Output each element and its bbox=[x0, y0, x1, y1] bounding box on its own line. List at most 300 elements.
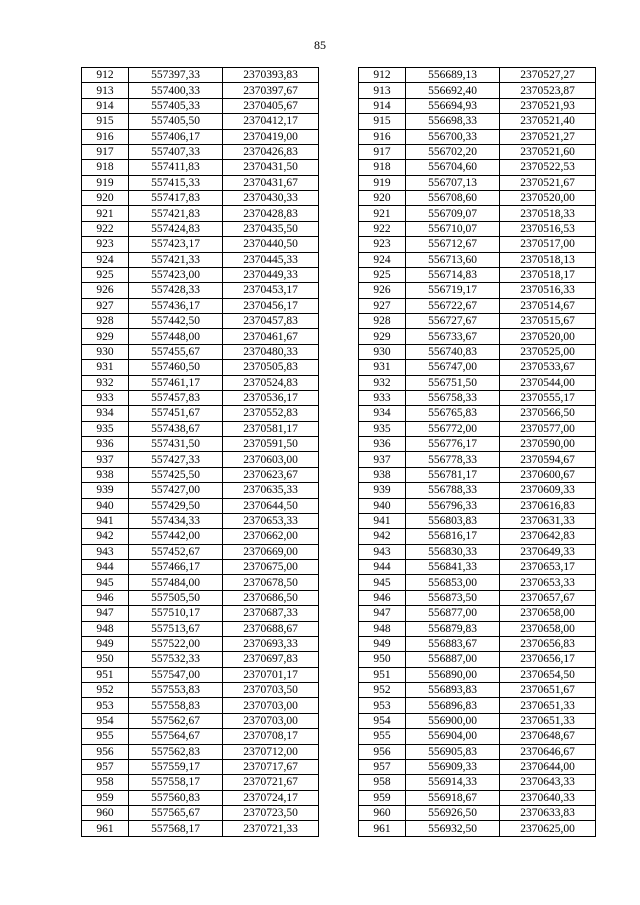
right-x-coordinate-cell: 556803,83 bbox=[406, 513, 500, 528]
right-y-coordinate-cell: 2370516,53 bbox=[500, 221, 596, 236]
column-gap bbox=[319, 129, 359, 144]
left-y-coordinate-cell: 2370669,00 bbox=[223, 544, 319, 559]
right-point-number-cell: 923 bbox=[359, 237, 406, 252]
right-x-coordinate-cell: 556918,67 bbox=[406, 790, 500, 805]
left-x-coordinate-cell: 557558,83 bbox=[129, 698, 223, 713]
table-row bbox=[82, 729, 596, 744]
left-y-coordinate-cell: 2370461,67 bbox=[223, 329, 319, 344]
right-x-coordinate-cell: 556905,83 bbox=[406, 744, 500, 759]
column-gap bbox=[319, 636, 359, 651]
right-point-number-cell: 955 bbox=[359, 729, 406, 744]
left-x-coordinate-cell: 557407,33 bbox=[129, 144, 223, 159]
column-gap bbox=[319, 390, 359, 405]
right-x-coordinate-cell: 556698,33 bbox=[406, 114, 500, 129]
left-x-coordinate-cell: 557553,83 bbox=[129, 683, 223, 698]
table-row bbox=[82, 806, 596, 821]
right-y-coordinate-cell: 2370520,00 bbox=[500, 191, 596, 206]
right-x-coordinate-cell: 556830,33 bbox=[406, 544, 500, 559]
left-point-number-cell: 952 bbox=[82, 683, 129, 698]
left-point-number-cell: 941 bbox=[82, 513, 129, 528]
right-point-number-cell: 960 bbox=[359, 806, 406, 821]
right-x-coordinate-cell: 556904,00 bbox=[406, 729, 500, 744]
right-x-coordinate-cell: 556877,00 bbox=[406, 606, 500, 621]
table-row bbox=[82, 390, 596, 405]
column-gap bbox=[319, 683, 359, 698]
right-x-coordinate-cell: 556890,00 bbox=[406, 667, 500, 682]
left-y-coordinate-cell: 2370701,17 bbox=[223, 667, 319, 682]
left-point-number-cell: 957 bbox=[82, 759, 129, 774]
table-row bbox=[82, 191, 596, 206]
left-y-coordinate-cell: 2370644,50 bbox=[223, 498, 319, 513]
table-row bbox=[82, 575, 596, 590]
left-x-coordinate-cell: 557405,50 bbox=[129, 114, 223, 129]
table-row bbox=[82, 175, 596, 190]
column-gap bbox=[319, 744, 359, 759]
left-point-number-cell: 949 bbox=[82, 636, 129, 651]
left-y-coordinate-cell: 2370397,67 bbox=[223, 83, 319, 98]
table-row bbox=[82, 483, 596, 498]
right-point-number-cell: 947 bbox=[359, 606, 406, 621]
left-point-number-cell: 934 bbox=[82, 406, 129, 421]
table-row bbox=[82, 314, 596, 329]
right-y-coordinate-cell: 2370640,33 bbox=[500, 790, 596, 805]
left-x-coordinate-cell: 557428,33 bbox=[129, 283, 223, 298]
left-x-coordinate-cell: 557411,83 bbox=[129, 160, 223, 175]
left-y-coordinate-cell: 2370480,33 bbox=[223, 344, 319, 359]
right-point-number-cell: 917 bbox=[359, 144, 406, 159]
left-y-coordinate-cell: 2370435,50 bbox=[223, 221, 319, 236]
table-row bbox=[82, 421, 596, 436]
right-y-coordinate-cell: 2370642,83 bbox=[500, 529, 596, 544]
right-x-coordinate-cell: 556909,33 bbox=[406, 759, 500, 774]
left-point-number-cell: 959 bbox=[82, 790, 129, 805]
column-gap bbox=[319, 513, 359, 528]
right-y-coordinate-cell: 2370522,53 bbox=[500, 160, 596, 175]
right-point-number-cell: 925 bbox=[359, 267, 406, 282]
right-y-coordinate-cell: 2370518,13 bbox=[500, 252, 596, 267]
left-y-coordinate-cell: 2370536,17 bbox=[223, 390, 319, 405]
right-x-coordinate-cell: 556841,33 bbox=[406, 560, 500, 575]
left-point-number-cell: 944 bbox=[82, 560, 129, 575]
left-point-number-cell: 928 bbox=[82, 314, 129, 329]
column-gap bbox=[319, 606, 359, 621]
left-y-coordinate-cell: 2370717,67 bbox=[223, 759, 319, 774]
left-x-coordinate-cell: 557452,67 bbox=[129, 544, 223, 559]
left-point-number-cell: 951 bbox=[82, 667, 129, 682]
right-y-coordinate-cell: 2370515,67 bbox=[500, 314, 596, 329]
column-gap bbox=[319, 283, 359, 298]
right-x-coordinate-cell: 556900,00 bbox=[406, 713, 500, 728]
right-x-coordinate-cell: 556796,33 bbox=[406, 498, 500, 513]
right-y-coordinate-cell: 2370651,67 bbox=[500, 683, 596, 698]
right-y-coordinate-cell: 2370651,33 bbox=[500, 698, 596, 713]
right-y-coordinate-cell: 2370521,40 bbox=[500, 114, 596, 129]
column-gap bbox=[319, 590, 359, 605]
left-point-number-cell: 926 bbox=[82, 283, 129, 298]
left-x-coordinate-cell: 557427,33 bbox=[129, 452, 223, 467]
left-y-coordinate-cell: 2370456,17 bbox=[223, 298, 319, 313]
right-point-number-cell: 961 bbox=[359, 821, 406, 837]
left-point-number-cell: 943 bbox=[82, 544, 129, 559]
left-x-coordinate-cell: 557406,17 bbox=[129, 129, 223, 144]
left-point-number-cell: 920 bbox=[82, 191, 129, 206]
table-row bbox=[82, 114, 596, 129]
right-x-coordinate-cell: 556714,83 bbox=[406, 267, 500, 282]
column-gap bbox=[319, 713, 359, 728]
right-point-number-cell: 916 bbox=[359, 129, 406, 144]
column-gap bbox=[319, 667, 359, 682]
right-point-number-cell: 950 bbox=[359, 652, 406, 667]
table-row bbox=[82, 406, 596, 421]
left-y-coordinate-cell: 2370653,33 bbox=[223, 513, 319, 528]
right-y-coordinate-cell: 2370594,67 bbox=[500, 452, 596, 467]
left-point-number-cell: 961 bbox=[82, 821, 129, 837]
left-x-coordinate-cell: 557423,00 bbox=[129, 267, 223, 282]
right-y-coordinate-cell: 2370514,67 bbox=[500, 298, 596, 313]
left-y-coordinate-cell: 2370405,67 bbox=[223, 98, 319, 113]
left-x-coordinate-cell: 557560,83 bbox=[129, 790, 223, 805]
right-x-coordinate-cell: 556772,00 bbox=[406, 421, 500, 436]
right-x-coordinate-cell: 556914,33 bbox=[406, 775, 500, 790]
table-row bbox=[82, 437, 596, 452]
right-y-coordinate-cell: 2370644,00 bbox=[500, 759, 596, 774]
left-point-number-cell: 931 bbox=[82, 360, 129, 375]
left-y-coordinate-cell: 2370524,83 bbox=[223, 375, 319, 390]
right-point-number-cell: 920 bbox=[359, 191, 406, 206]
right-point-number-cell: 926 bbox=[359, 283, 406, 298]
right-y-coordinate-cell: 2370643,33 bbox=[500, 775, 596, 790]
right-x-coordinate-cell: 556710,07 bbox=[406, 221, 500, 236]
right-x-coordinate-cell: 556713,60 bbox=[406, 252, 500, 267]
right-y-coordinate-cell: 2370527,27 bbox=[500, 68, 596, 83]
left-point-number-cell: 921 bbox=[82, 206, 129, 221]
right-point-number-cell: 915 bbox=[359, 114, 406, 129]
right-point-number-cell: 930 bbox=[359, 344, 406, 359]
left-x-coordinate-cell: 557460,50 bbox=[129, 360, 223, 375]
right-y-coordinate-cell: 2370518,17 bbox=[500, 267, 596, 282]
right-point-number-cell: 936 bbox=[359, 437, 406, 452]
left-point-number-cell: 922 bbox=[82, 221, 129, 236]
left-y-coordinate-cell: 2370581,17 bbox=[223, 421, 319, 436]
table-row bbox=[82, 636, 596, 651]
left-y-coordinate-cell: 2370724,17 bbox=[223, 790, 319, 805]
column-gap bbox=[319, 114, 359, 129]
right-point-number-cell: 957 bbox=[359, 759, 406, 774]
left-x-coordinate-cell: 557558,17 bbox=[129, 775, 223, 790]
right-y-coordinate-cell: 2370590,00 bbox=[500, 437, 596, 452]
right-point-number-cell: 939 bbox=[359, 483, 406, 498]
right-x-coordinate-cell: 556758,33 bbox=[406, 390, 500, 405]
right-point-number-cell: 933 bbox=[359, 390, 406, 405]
left-point-number-cell: 915 bbox=[82, 114, 129, 129]
right-y-coordinate-cell: 2370658,00 bbox=[500, 621, 596, 636]
column-gap bbox=[319, 560, 359, 575]
table-row bbox=[82, 237, 596, 252]
column-gap bbox=[319, 175, 359, 190]
left-x-coordinate-cell: 557461,17 bbox=[129, 375, 223, 390]
right-y-coordinate-cell: 2370633,83 bbox=[500, 806, 596, 821]
left-x-coordinate-cell: 557451,67 bbox=[129, 406, 223, 421]
left-x-coordinate-cell: 557421,83 bbox=[129, 206, 223, 221]
left-point-number-cell: 946 bbox=[82, 590, 129, 605]
right-point-number-cell: 929 bbox=[359, 329, 406, 344]
right-point-number-cell: 943 bbox=[359, 544, 406, 559]
table-row bbox=[82, 667, 596, 682]
left-point-number-cell: 939 bbox=[82, 483, 129, 498]
column-gap bbox=[319, 806, 359, 821]
left-x-coordinate-cell: 557562,83 bbox=[129, 744, 223, 759]
right-y-coordinate-cell: 2370658,00 bbox=[500, 606, 596, 621]
column-gap bbox=[319, 68, 359, 83]
left-point-number-cell: 918 bbox=[82, 160, 129, 175]
right-point-number-cell: 948 bbox=[359, 621, 406, 636]
table-row bbox=[82, 698, 596, 713]
right-x-coordinate-cell: 556751,50 bbox=[406, 375, 500, 390]
column-gap bbox=[319, 344, 359, 359]
right-y-coordinate-cell: 2370600,67 bbox=[500, 467, 596, 482]
left-x-coordinate-cell: 557455,67 bbox=[129, 344, 223, 359]
right-point-number-cell: 928 bbox=[359, 314, 406, 329]
table-row bbox=[82, 759, 596, 774]
left-x-coordinate-cell: 557559,17 bbox=[129, 759, 223, 774]
left-point-number-cell: 929 bbox=[82, 329, 129, 344]
column-gap bbox=[319, 98, 359, 113]
right-point-number-cell: 937 bbox=[359, 452, 406, 467]
left-point-number-cell: 955 bbox=[82, 729, 129, 744]
left-y-coordinate-cell: 2370431,50 bbox=[223, 160, 319, 175]
left-y-coordinate-cell: 2370678,50 bbox=[223, 575, 319, 590]
right-y-coordinate-cell: 2370517,00 bbox=[500, 237, 596, 252]
right-x-coordinate-cell: 556733,67 bbox=[406, 329, 500, 344]
right-y-coordinate-cell: 2370656,17 bbox=[500, 652, 596, 667]
column-gap bbox=[319, 267, 359, 282]
right-x-coordinate-cell: 556879,83 bbox=[406, 621, 500, 636]
left-x-coordinate-cell: 557568,17 bbox=[129, 821, 223, 837]
right-y-coordinate-cell: 2370516,33 bbox=[500, 283, 596, 298]
right-point-number-cell: 922 bbox=[359, 221, 406, 236]
left-x-coordinate-cell: 557427,00 bbox=[129, 483, 223, 498]
column-gap bbox=[319, 237, 359, 252]
left-y-coordinate-cell: 2370721,33 bbox=[223, 821, 319, 837]
right-point-number-cell: 946 bbox=[359, 590, 406, 605]
table-row bbox=[82, 129, 596, 144]
left-y-coordinate-cell: 2370708,17 bbox=[223, 729, 319, 744]
right-point-number-cell: 944 bbox=[359, 560, 406, 575]
left-x-coordinate-cell: 557513,67 bbox=[129, 621, 223, 636]
left-point-number-cell: 953 bbox=[82, 698, 129, 713]
table-row bbox=[82, 344, 596, 359]
right-point-number-cell: 919 bbox=[359, 175, 406, 190]
right-point-number-cell: 953 bbox=[359, 698, 406, 713]
right-y-coordinate-cell: 2370521,60 bbox=[500, 144, 596, 159]
left-y-coordinate-cell: 2370426,83 bbox=[223, 144, 319, 159]
right-point-number-cell: 954 bbox=[359, 713, 406, 728]
right-y-coordinate-cell: 2370646,67 bbox=[500, 744, 596, 759]
column-gap bbox=[319, 421, 359, 436]
column-gap bbox=[319, 729, 359, 744]
left-point-number-cell: 948 bbox=[82, 621, 129, 636]
left-y-coordinate-cell: 2370428,83 bbox=[223, 206, 319, 221]
table-row bbox=[82, 529, 596, 544]
left-y-coordinate-cell: 2370662,00 bbox=[223, 529, 319, 544]
column-gap bbox=[319, 575, 359, 590]
table-row bbox=[82, 375, 596, 390]
right-point-number-cell: 956 bbox=[359, 744, 406, 759]
left-point-number-cell: 916 bbox=[82, 129, 129, 144]
left-point-number-cell: 938 bbox=[82, 467, 129, 482]
left-y-coordinate-cell: 2370419,00 bbox=[223, 129, 319, 144]
right-x-coordinate-cell: 556765,83 bbox=[406, 406, 500, 421]
column-gap bbox=[319, 329, 359, 344]
right-y-coordinate-cell: 2370566,50 bbox=[500, 406, 596, 421]
right-point-number-cell: 941 bbox=[359, 513, 406, 528]
right-y-coordinate-cell: 2370521,27 bbox=[500, 129, 596, 144]
right-y-coordinate-cell: 2370653,17 bbox=[500, 560, 596, 575]
right-x-coordinate-cell: 556694,93 bbox=[406, 98, 500, 113]
left-point-number-cell: 935 bbox=[82, 421, 129, 436]
right-x-coordinate-cell: 556883,67 bbox=[406, 636, 500, 651]
left-x-coordinate-cell: 557510,17 bbox=[129, 606, 223, 621]
left-x-coordinate-cell: 557431,50 bbox=[129, 437, 223, 452]
right-y-coordinate-cell: 2370631,33 bbox=[500, 513, 596, 528]
right-x-coordinate-cell: 556712,67 bbox=[406, 237, 500, 252]
left-y-coordinate-cell: 2370445,33 bbox=[223, 252, 319, 267]
right-point-number-cell: 942 bbox=[359, 529, 406, 544]
column-gap bbox=[319, 544, 359, 559]
column-gap bbox=[319, 498, 359, 513]
right-y-coordinate-cell: 2370651,33 bbox=[500, 713, 596, 728]
column-gap bbox=[319, 298, 359, 313]
right-x-coordinate-cell: 556816,17 bbox=[406, 529, 500, 544]
column-gap bbox=[319, 790, 359, 805]
left-y-coordinate-cell: 2370686,50 bbox=[223, 590, 319, 605]
left-x-coordinate-cell: 557547,00 bbox=[129, 667, 223, 682]
column-gap bbox=[319, 652, 359, 667]
left-point-number-cell: 950 bbox=[82, 652, 129, 667]
right-x-coordinate-cell: 556926,50 bbox=[406, 806, 500, 821]
table-row bbox=[82, 652, 596, 667]
table-row bbox=[82, 683, 596, 698]
right-y-coordinate-cell: 2370523,87 bbox=[500, 83, 596, 98]
left-point-number-cell: 932 bbox=[82, 375, 129, 390]
table-row bbox=[82, 452, 596, 467]
coordinates-table bbox=[81, 67, 596, 837]
table-row bbox=[82, 206, 596, 221]
right-x-coordinate-cell: 556778,33 bbox=[406, 452, 500, 467]
right-y-coordinate-cell: 2370577,00 bbox=[500, 421, 596, 436]
column-gap bbox=[319, 406, 359, 421]
left-point-number-cell: 958 bbox=[82, 775, 129, 790]
right-y-coordinate-cell: 2370525,00 bbox=[500, 344, 596, 359]
left-y-coordinate-cell: 2370688,67 bbox=[223, 621, 319, 636]
left-y-coordinate-cell: 2370697,83 bbox=[223, 652, 319, 667]
right-point-number-cell: 938 bbox=[359, 467, 406, 482]
left-y-coordinate-cell: 2370623,67 bbox=[223, 467, 319, 482]
table-row bbox=[82, 221, 596, 236]
left-y-coordinate-cell: 2370453,17 bbox=[223, 283, 319, 298]
right-y-coordinate-cell: 2370657,67 bbox=[500, 590, 596, 605]
left-point-number-cell: 927 bbox=[82, 298, 129, 313]
table-row bbox=[82, 160, 596, 175]
table-row bbox=[82, 283, 596, 298]
left-x-coordinate-cell: 557397,33 bbox=[129, 68, 223, 83]
left-x-coordinate-cell: 557438,67 bbox=[129, 421, 223, 436]
left-point-number-cell: 919 bbox=[82, 175, 129, 190]
left-x-coordinate-cell: 557505,50 bbox=[129, 590, 223, 605]
column-gap bbox=[319, 437, 359, 452]
left-point-number-cell: 914 bbox=[82, 98, 129, 113]
right-x-coordinate-cell: 556781,17 bbox=[406, 467, 500, 482]
right-y-coordinate-cell: 2370521,67 bbox=[500, 175, 596, 190]
right-y-coordinate-cell: 2370609,33 bbox=[500, 483, 596, 498]
right-x-coordinate-cell: 556692,40 bbox=[406, 83, 500, 98]
table-row bbox=[82, 68, 596, 83]
left-point-number-cell: 960 bbox=[82, 806, 129, 821]
right-y-coordinate-cell: 2370544,00 bbox=[500, 375, 596, 390]
right-y-coordinate-cell: 2370520,00 bbox=[500, 329, 596, 344]
column-gap bbox=[319, 759, 359, 774]
left-x-coordinate-cell: 557442,50 bbox=[129, 314, 223, 329]
table-row bbox=[82, 775, 596, 790]
column-gap bbox=[319, 698, 359, 713]
right-point-number-cell: 949 bbox=[359, 636, 406, 651]
right-y-coordinate-cell: 2370654,50 bbox=[500, 667, 596, 682]
table-row bbox=[82, 83, 596, 98]
column-gap bbox=[319, 529, 359, 544]
right-point-number-cell: 959 bbox=[359, 790, 406, 805]
left-y-coordinate-cell: 2370505,83 bbox=[223, 360, 319, 375]
table-row bbox=[82, 98, 596, 113]
left-x-coordinate-cell: 557522,00 bbox=[129, 636, 223, 651]
table-row bbox=[82, 544, 596, 559]
left-x-coordinate-cell: 557415,33 bbox=[129, 175, 223, 190]
coordinates-table-body bbox=[82, 68, 596, 837]
left-x-coordinate-cell: 557562,67 bbox=[129, 713, 223, 728]
column-gap bbox=[319, 360, 359, 375]
right-x-coordinate-cell: 556704,60 bbox=[406, 160, 500, 175]
right-x-coordinate-cell: 556719,17 bbox=[406, 283, 500, 298]
right-y-coordinate-cell: 2370653,33 bbox=[500, 575, 596, 590]
column-gap bbox=[319, 483, 359, 498]
right-point-number-cell: 945 bbox=[359, 575, 406, 590]
right-point-number-cell: 934 bbox=[359, 406, 406, 421]
left-point-number-cell: 942 bbox=[82, 529, 129, 544]
right-point-number-cell: 921 bbox=[359, 206, 406, 221]
column-gap bbox=[319, 221, 359, 236]
right-point-number-cell: 940 bbox=[359, 498, 406, 513]
table-row bbox=[82, 360, 596, 375]
left-point-number-cell: 940 bbox=[82, 498, 129, 513]
right-point-number-cell: 918 bbox=[359, 160, 406, 175]
left-point-number-cell: 913 bbox=[82, 83, 129, 98]
left-y-coordinate-cell: 2370440,50 bbox=[223, 237, 319, 252]
left-x-coordinate-cell: 557405,33 bbox=[129, 98, 223, 113]
right-y-coordinate-cell: 2370518,33 bbox=[500, 206, 596, 221]
column-gap bbox=[319, 621, 359, 636]
left-point-number-cell: 936 bbox=[82, 437, 129, 452]
left-point-number-cell: 917 bbox=[82, 144, 129, 159]
left-x-coordinate-cell: 557423,17 bbox=[129, 237, 223, 252]
column-gap bbox=[319, 821, 359, 837]
left-x-coordinate-cell: 557532,33 bbox=[129, 652, 223, 667]
page-number: 85 bbox=[314, 38, 326, 52]
right-point-number-cell: 952 bbox=[359, 683, 406, 698]
right-y-coordinate-cell: 2370625,00 bbox=[500, 821, 596, 837]
left-x-coordinate-cell: 557448,00 bbox=[129, 329, 223, 344]
left-x-coordinate-cell: 557484,00 bbox=[129, 575, 223, 590]
right-point-number-cell: 927 bbox=[359, 298, 406, 313]
table-row bbox=[82, 590, 596, 605]
